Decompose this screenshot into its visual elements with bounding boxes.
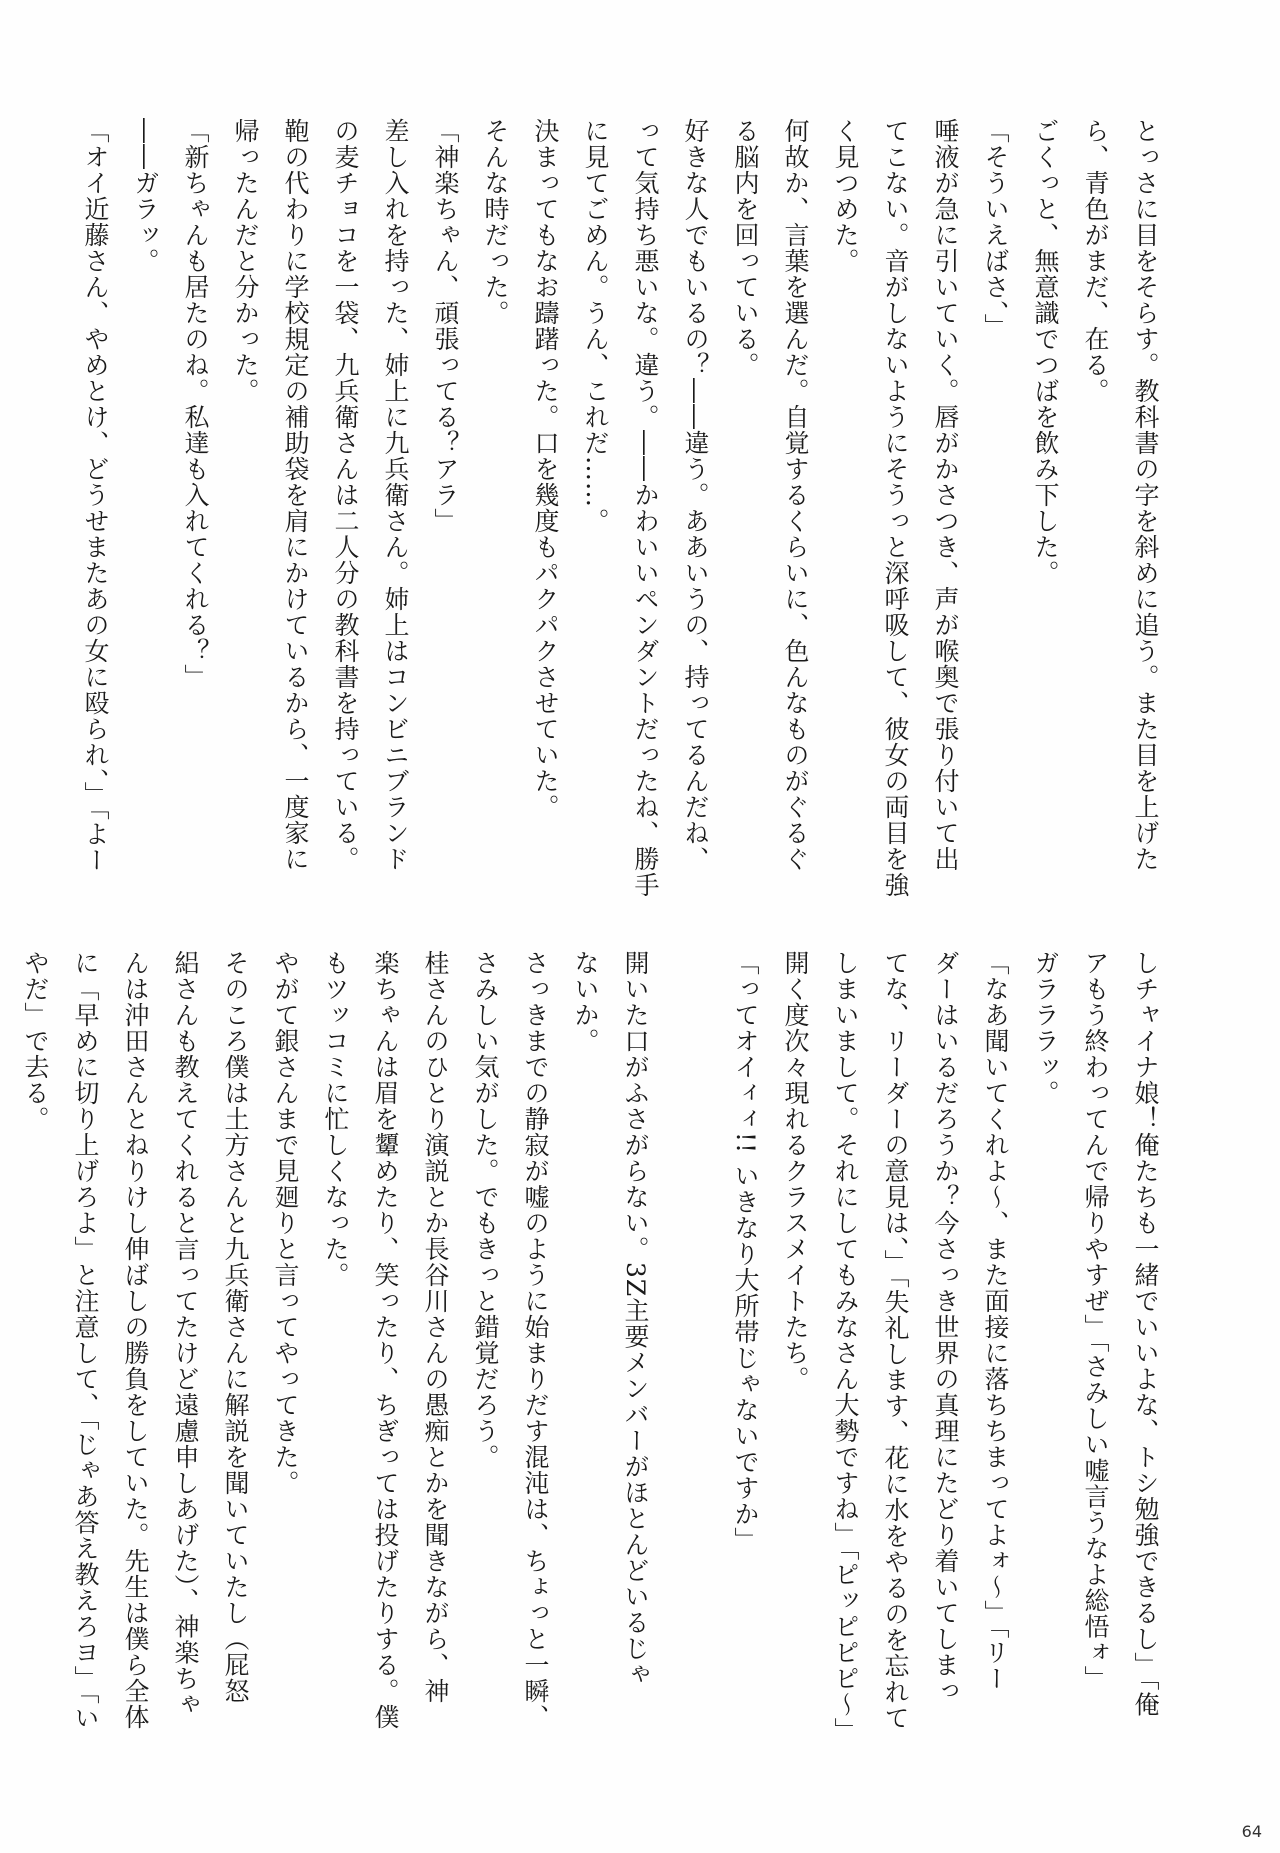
text-line: 「ってオイィィ!! いきなり大所帯じゃないですか」 <box>731 950 760 1554</box>
text-line: ダーはいるだろうか？今さっき世界の真理にたどり着いてしまっ <box>931 950 960 1704</box>
text-line: 開く度次々現れるクラスメイトたち。 <box>781 950 810 1392</box>
text-line: ごくっと、無意識でつばを飲み下した。 <box>1031 118 1060 586</box>
text-line: 「そういえばさ、」 <box>981 118 1010 340</box>
text-line: 鞄の代わりに学校規定の補助袋を肩にかけているから、一度家に <box>281 118 310 872</box>
lower-right-text-block <box>690 950 1170 1744</box>
text-line: 楽ちゃんは眉を顰めたり、笑ったり、ちぎっては投げたりする。僕 <box>371 950 400 1730</box>
text-line: そのころ僕は土方さんと九兵衛さんに解説を聞いていたし（屁怒 <box>221 950 250 1704</box>
text-line: 好きな人でもいるの？――違う。ああいうの、持ってるんだね、 <box>681 118 710 872</box>
page-number: 64 <box>1241 1822 1262 1841</box>
text-line: しまいまして。それにしてもみなさん大勢ですね」「ピッピピピ～」 <box>831 950 860 1744</box>
text-line: てこない。音がしないようにそうっと深呼吸して、彼女の両目を強 <box>881 118 910 898</box>
text-line: く見つめた。 <box>831 118 860 274</box>
text-line: しチャイナ娘！俺たちも一緒でいいよな、トシ勉強できるし」「俺 <box>1131 950 1160 1718</box>
text-line: 差し入れを持った、姉上に九兵衛さん。姉上はコンビニブランド <box>381 118 410 872</box>
text-line: の麦チョコを一袋、九兵衛さんは二人分の教科書を持っている。 <box>331 118 360 872</box>
text-line: 何故か、言葉を選んだ。自覚するくらいに、色んなものがぐるぐ <box>781 118 810 872</box>
text-line: もツッコミに忙しくなった。 <box>321 950 350 1288</box>
text-line: さみしい気がした。でもきっと錯覚だろう。 <box>471 950 500 1470</box>
text-line: ないか。 <box>571 950 600 1054</box>
text-line: 決まってもなお躊躇った。口を幾度もパクパクさせていた。 <box>531 118 560 820</box>
text-line: 「オイ近藤さん、やめとけ、どうせまたあの女に殴られ、」「よー <box>81 118 110 873</box>
text-line: てな、リーダーの意見は、」「失礼します、花に水をやるのを忘れて <box>881 950 910 1731</box>
text-line: とっさに目をそらす。教科書の字を斜めに追う。また目を上げた <box>1131 118 1160 872</box>
text-line: に見てごめん。うん、これだ……。 <box>581 118 610 534</box>
text-line: やだ」で去る。 <box>21 950 50 1132</box>
text-line: 桂さんのひとり演説とか長谷川さんの愚痴とかを聞きながら、神 <box>421 950 450 1704</box>
text-line: 「神楽ちゃん、頑張ってる？アラ」 <box>431 118 460 534</box>
text-line: る脳内を回っている。 <box>731 118 760 378</box>
text-line: ガラララッ。 <box>1031 950 1060 1106</box>
text-line: 「なあ聞いてくれよ～、また面接に落ちちまってよォ～」「リー <box>981 950 1010 1692</box>
text-line: って気持ち悪いな。違う。――かわいいペンダントだったね、勝手 <box>631 118 660 898</box>
text-line: 絽さんも教えてくれると言ってたけど遠慮申しあげた）、神楽ちゃ <box>171 950 200 1718</box>
text-line: んは沖田さんとねりけし伸ばしの勝負をしていた。先生は僕ら全体 <box>121 950 150 1730</box>
text-line: 開いた口がふさがらない。3Z主要メンバーがほとんどいるじゃ <box>621 950 650 1688</box>
text-line: そんな時だった。 <box>481 118 510 326</box>
lower-left-text-block <box>21 950 660 1736</box>
upper-text-block <box>81 118 1170 898</box>
text-line: アもう終わってんで帰りやすぜ」「さみしい嘘言うなよ総悟ォ」 <box>1081 950 1110 1692</box>
text-line: さっきまでの静寂が嘘のように始まりだす混沌は、ちょっと一瞬、 <box>521 950 550 1730</box>
text-line: ら、青色がまだ、在る。 <box>1081 118 1110 404</box>
text-line: ――ガラッ。 <box>131 118 160 274</box>
text-line: 唾液が急に引いていく。唇がかさつき、声が喉奥で張り付いて出 <box>931 118 960 872</box>
text-line: に「早めに切り上げろよ」と注意して、「じゃあ答え教えろヨ」「い <box>71 950 100 1731</box>
text-line: 帰ったんだと分かった。 <box>231 118 260 404</box>
text-line: 「新ちゃんも居たのね。私達も入れてくれる？」 <box>181 118 210 690</box>
text-line: やがて銀さんまで見廻りと言ってやってきた。 <box>271 950 300 1496</box>
